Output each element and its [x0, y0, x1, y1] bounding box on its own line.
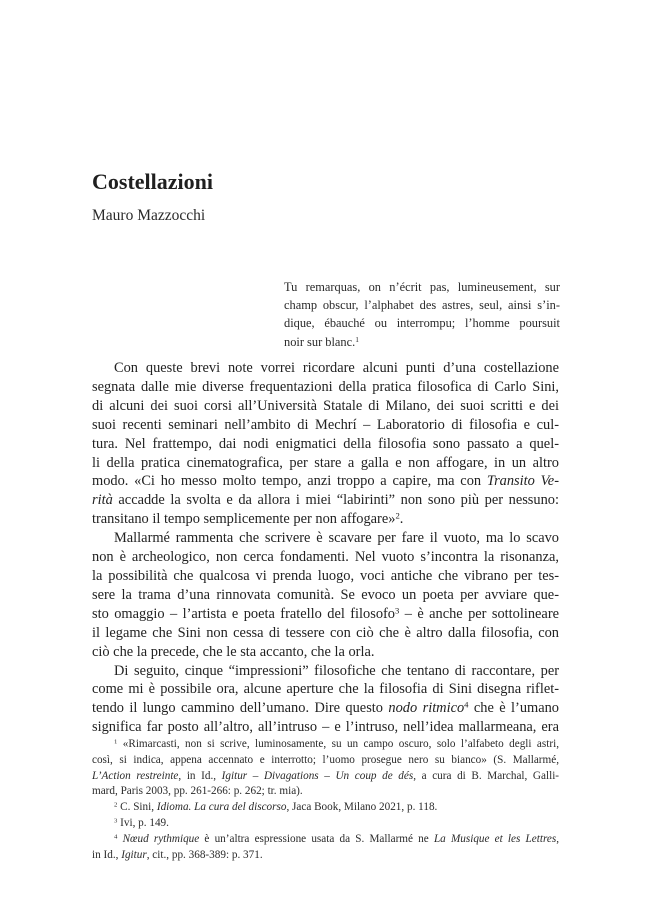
- text-line: il legame che Sini non cessa di tessere con ciò che è altro dalla filosofia, con: [92, 624, 559, 641]
- text-line: tendo il lungo cammino dell’umano. Dire questo nodo ritmico$^4$ che è l’umano: [92, 699, 560, 717]
- text-line: Di seguito, cinque “impressioni” filosofiche che tentano di raccontare, per: [114, 662, 559, 679]
- chapter-title: Costellazioni: [92, 169, 213, 194]
- text-line: non è archeologico, non cerca fondamenti. Nel vuoto s’incontra la risonanza,: [92, 549, 559, 566]
- footnote-3: $^3$ Ivi, p. 149.: [114, 816, 169, 829]
- footnote-line: così, si indica, appena accennato e interrotto; l’uomo prosegue nero su bianco» (S. Mallarmé,: [92, 753, 559, 766]
- text-line: tura. Nel frattempo, dai nodi enigmatici della filosofia sono passato a quel-: [92, 435, 559, 452]
- text-line: transitano il tempo semplicemente per non affogare»$^2$.: [92, 510, 404, 528]
- footnote-ref: 2: [395, 510, 400, 521]
- footnote-ref: 1: [355, 334, 359, 344]
- body-text: [92, 359, 559, 737]
- epigraph-line: Tu remarquas, on n’écrit pas, lumineusement, sur: [284, 280, 560, 294]
- text-line: come mi è possibile ora, alcune aperture che la filosofia di Sini disegna riflet-: [92, 681, 559, 698]
- text-line: ciò che la precede, che le sta accanto, che la orla.: [92, 643, 375, 660]
- footnote-number: 3: [114, 817, 118, 825]
- footnote-line: mard, Paris 2003, pp. 261-266: p. 262; tr. mia).: [92, 785, 303, 798]
- footnote-number: 1: [114, 738, 118, 746]
- text-line: sto omaggio – l’artista e poeta fratello del filosofo$^3$ – è anche per sottolineare: [92, 605, 560, 622]
- footnotes: [92, 737, 559, 863]
- text-line: la possibilità che qualcosa vi prenda luogo, voci antiche che vibrano per tes-: [92, 567, 559, 584]
- footnote-4: $^4$ Nœud rythmique è un’altra espressione usata da S. Mallarmé ne La Musique et les Lettres,: [114, 832, 560, 845]
- footnote-number: 4: [114, 833, 118, 841]
- footnote-1: $^1$ «Rimarcasti, non si scrive, luminosamente, su un campo oscuro, solo l’alfabeto degli astri,: [114, 738, 559, 750]
- epigraph: [284, 278, 560, 351]
- epigraph-line: dique, ébauché ou interrompu; l’homme poursuit: [284, 316, 560, 331]
- text-line: rità accadde la svolta e da allora i miei “labirinti” non sono più per nessuno:: [92, 492, 559, 509]
- text-line: di alcuni dei suoi corsi all’Università Statale di Milano, dei suoi scritti e dei: [92, 397, 559, 414]
- footnote-2: $^2$ C. Sini, Idioma. La cura del discorso, Jaca Book, Milano 2021, p. 118.: [114, 801, 438, 814]
- footnote-ref: 3: [395, 605, 400, 616]
- text-line: Mallarmé rammenta che scrivere è scavare per fare il vuoto, ma lo scavo: [114, 530, 559, 547]
- text-line: suoi recenti seminari nell’ambito di Mechrí – Laboratorio di filosofia e cul-: [92, 416, 559, 433]
- footnote-ref: 4: [464, 699, 469, 710]
- epigraph-line: champ obscur, l’alphabet des astres, seul, ainsi s’in-: [284, 298, 560, 313]
- footnote-line: L’Action restreinte, in Id., Igitur – Divagations – Un coup de dés, a cura di B. Marchal, Galli-: [92, 769, 560, 782]
- footnote-line: in Id., Igitur, cit., pp. 368-389: p. 371.: [92, 848, 263, 861]
- text-line: Con queste brevi note vorrei ricordare alcuni punti d’una costellazione: [114, 360, 559, 376]
- text-line: sere la trama d’una rinnovata comunità. Se evoco un poeta per avviare que-: [92, 586, 559, 603]
- text-line: li della pratica cinematografica, per stare a galla e non affogare, in un altro: [92, 454, 559, 471]
- text-line: modo. «Ci ho messo molto tempo, anzi troppo a capire, ma con Transito Ve-: [92, 473, 559, 490]
- footnote-number: 2: [114, 801, 118, 809]
- text-line: significa far posto all’altro, all’intruso – e l’intruso, nell’idea mallarmeana, era: [92, 719, 559, 736]
- epigraph-line: noir sur blanc.$^1$: [284, 334, 359, 349]
- author-name: Mauro Mazzocchi: [92, 207, 206, 224]
- text-line: segnata dalle mie diverse frequentazioni della pratica filosofica di Carlo Sini,: [92, 378, 559, 395]
